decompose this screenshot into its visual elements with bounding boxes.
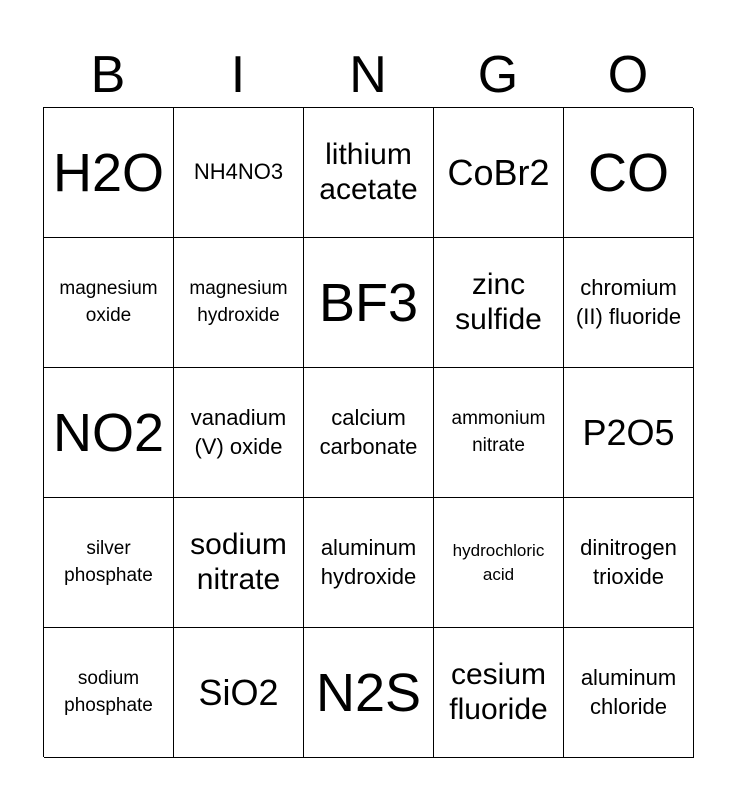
bingo-cell[interactable]: magnesium hydroxide	[174, 238, 304, 368]
bingo-cell[interactable]: cesium fluoride	[434, 628, 564, 758]
bingo-cell[interactable]: NH4NO3	[174, 108, 304, 238]
bingo-cell[interactable]: aluminum chloride	[564, 628, 694, 758]
bingo-cell[interactable]: N2S	[304, 628, 434, 758]
bingo-cell[interactable]: hydrochloric acid	[434, 498, 564, 628]
bingo-cell[interactable]: sodium phosphate	[44, 628, 174, 758]
bingo-cell[interactable]: magnesium oxide	[44, 238, 174, 368]
header-letter-b: B	[90, 46, 126, 104]
bingo-cell[interactable]: sodium nitrate	[174, 498, 304, 628]
bingo-cell[interactable]: ammonium nitrate	[434, 368, 564, 498]
bingo-card-grid	[43, 107, 693, 757]
bingo-cell[interactable]: zinc sulfide	[434, 238, 564, 368]
bingo-header	[43, 44, 693, 106]
bingo-cell[interactable]: CO	[564, 108, 694, 238]
bingo-cell[interactable]: SiO2	[174, 628, 304, 758]
bingo-cell[interactable]: vanadium (V) oxide	[174, 368, 304, 498]
bingo-cell[interactable]: BF3	[304, 238, 434, 368]
bingo-cell[interactable]: dinitrogen trioxide	[564, 498, 694, 628]
bingo-cell[interactable]: calcium carbonate	[304, 368, 434, 498]
header-letter-i: I	[230, 46, 246, 104]
bingo-cell[interactable]: aluminum hydroxide	[304, 498, 434, 628]
bingo-cell[interactable]: NO2	[44, 368, 174, 498]
header-letter-o: O	[607, 46, 649, 104]
header-letter-n: N	[349, 46, 387, 104]
bingo-cell[interactable]: chromium (II) fluoride	[564, 238, 694, 368]
bingo-cell[interactable]: silver phosphate	[44, 498, 174, 628]
bingo-cell[interactable]: CoBr2	[434, 108, 564, 238]
bingo-cell[interactable]: P2O5	[564, 368, 694, 498]
bingo-cell[interactable]: H2O	[44, 108, 174, 238]
bingo-cell[interactable]: lithium acetate	[304, 108, 434, 238]
header-letter-g: G	[477, 46, 519, 104]
